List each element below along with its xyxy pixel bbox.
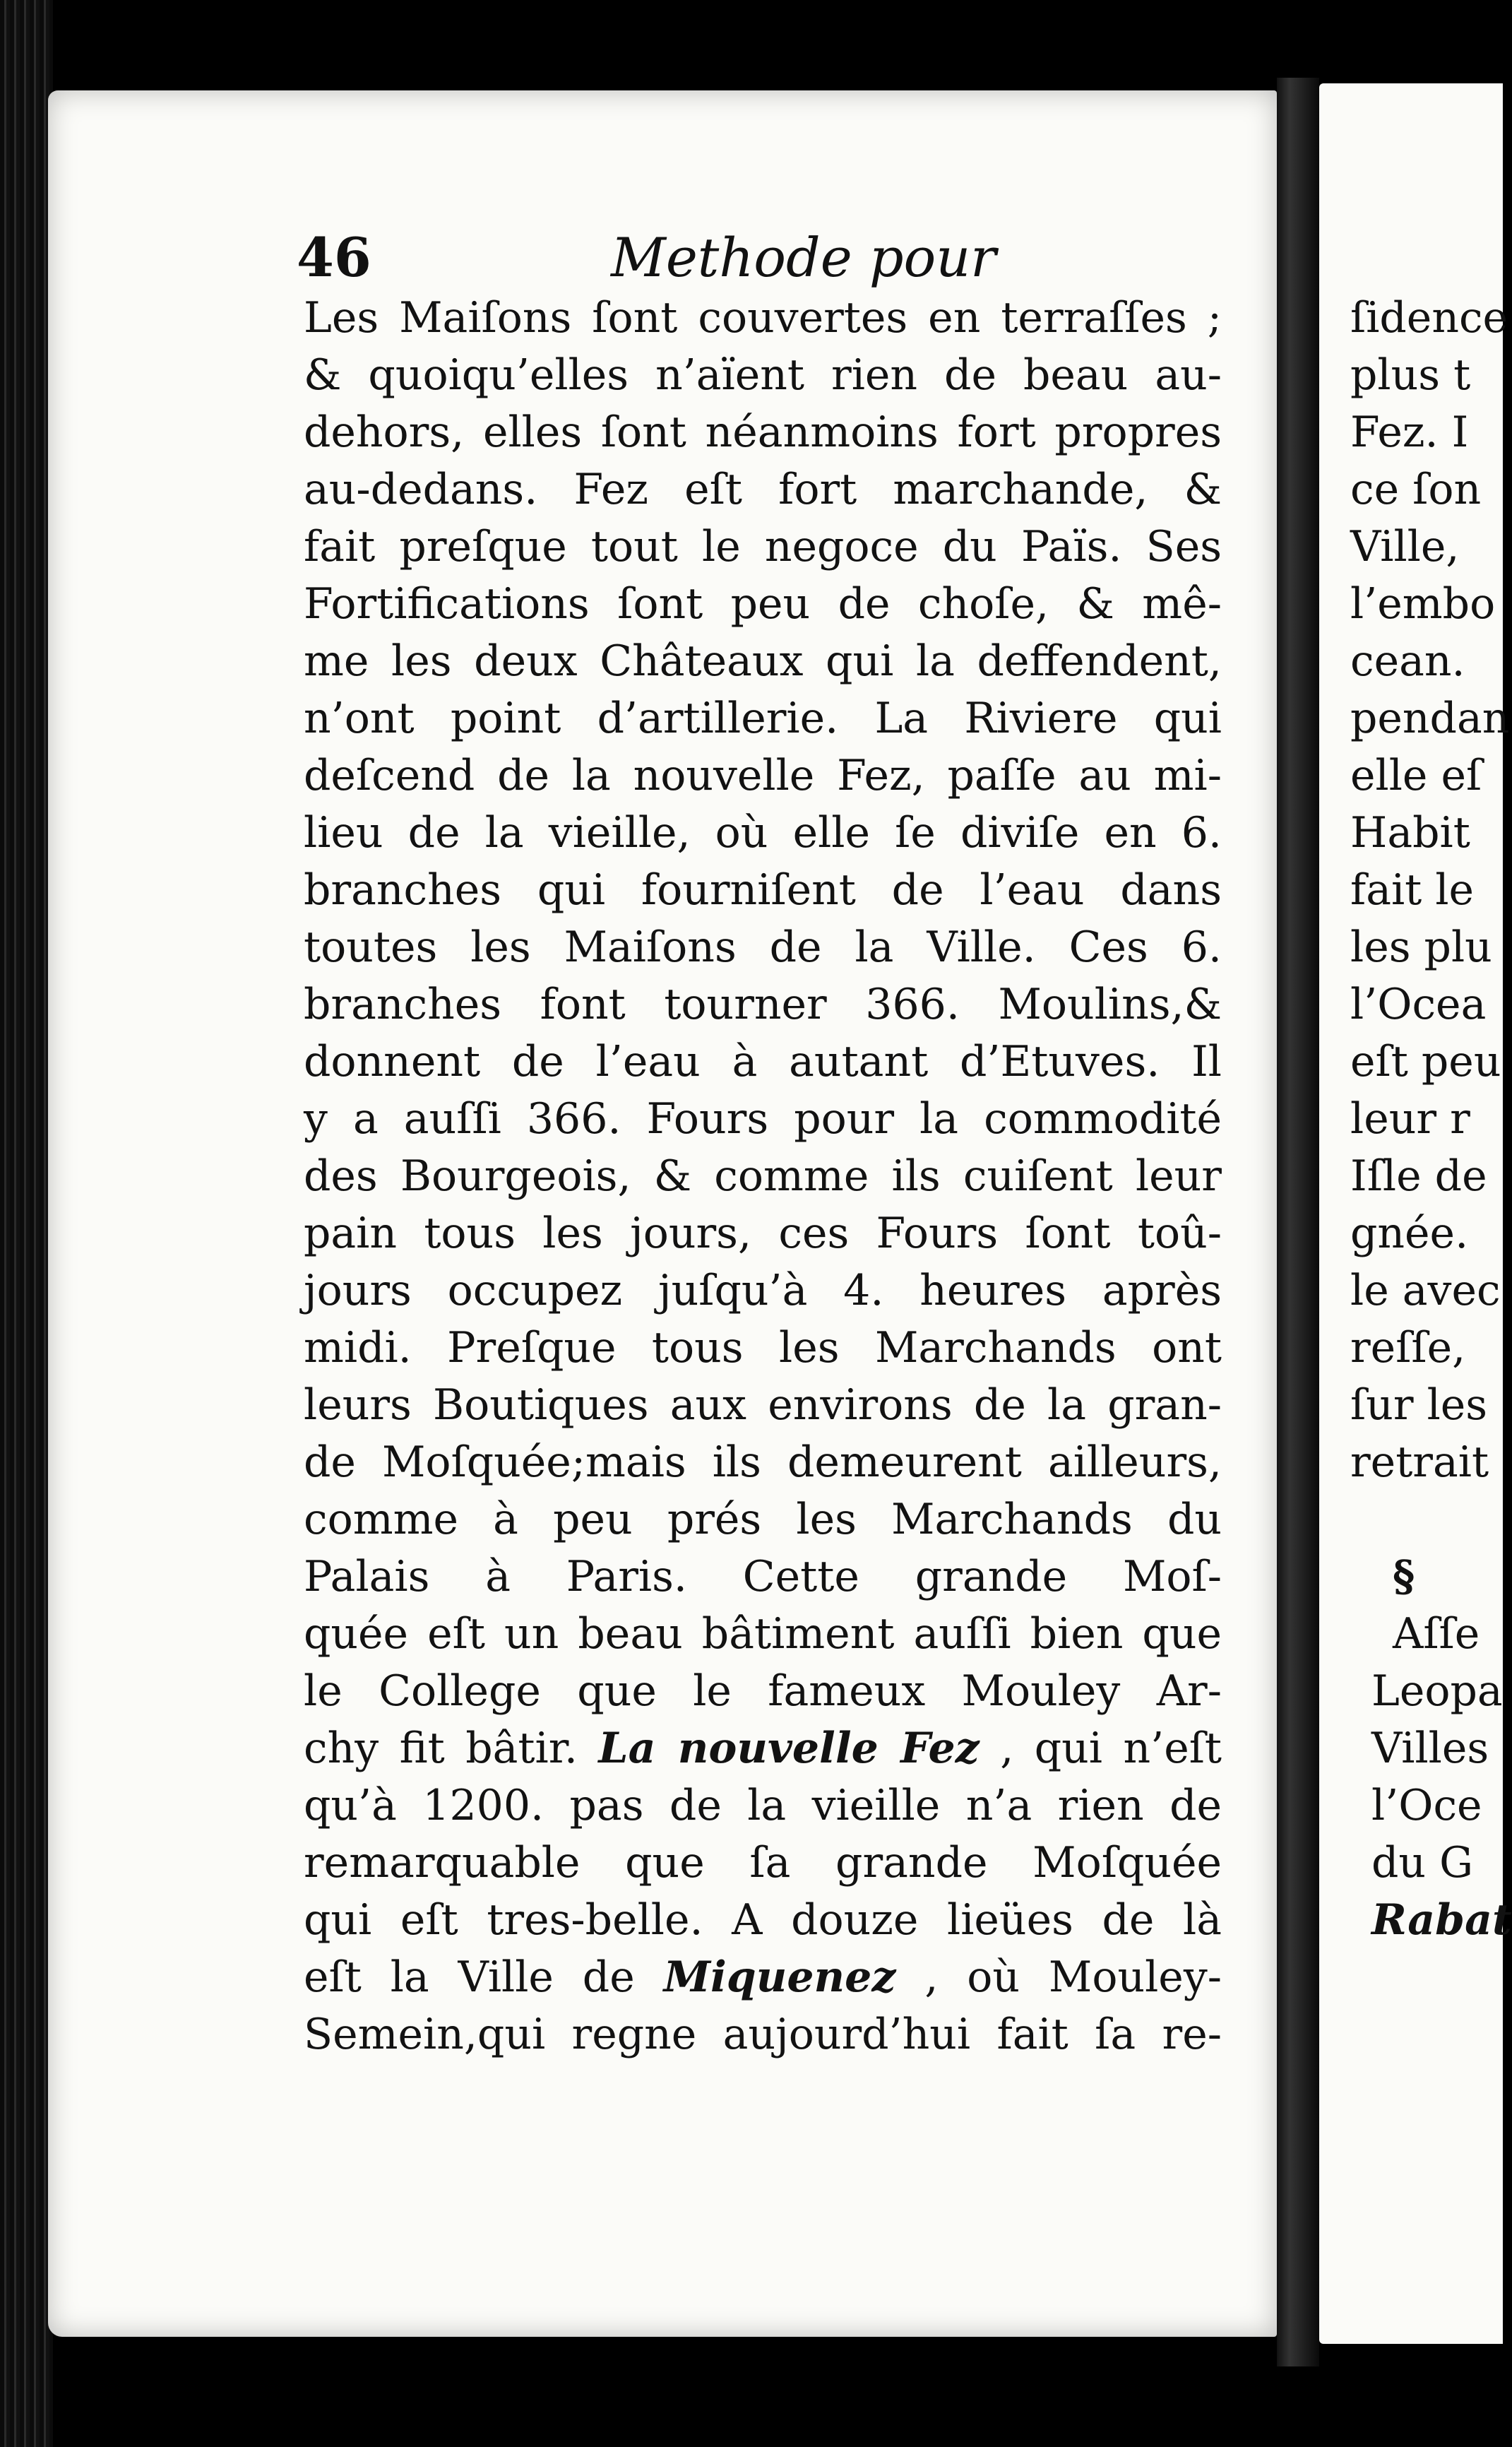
text-line: Villes (1371, 1724, 1489, 1773)
text-line: Fortifications ſont peu de choſe, & mê- (304, 579, 1222, 629)
text-line: ſur les (1350, 1380, 1488, 1430)
text-line: y a auſſi 366. Fours pour la commodité (304, 1094, 1222, 1144)
text-line: eſt peu (1350, 1037, 1501, 1086)
text-line: Rabat (1371, 1895, 1512, 1945)
text-line: pain tous les jours, ces Fours ſont toû- (304, 1209, 1222, 1258)
text-line: leur r (1350, 1094, 1470, 1144)
book-edge-left (0, 0, 53, 2447)
text-line (1350, 1491, 1490, 1548)
text-run: , où Mouley- (924, 1953, 1222, 2002)
text-line: midi. Preſque tous les Marchands ont (304, 1323, 1222, 1373)
section-mark: § (1393, 1552, 1415, 1601)
text-line: qui eſt tres-belle. A douze lieües de là (304, 1895, 1222, 1945)
page-number: 46 (297, 226, 371, 289)
text-line: me les deux Châteaux qui la deffendent, (304, 636, 1222, 686)
text-line: Iſle de (1350, 1151, 1487, 1201)
text-line: l’embo (1350, 579, 1496, 629)
text-line: fait le (1350, 865, 1475, 915)
text-line: deſcend de la nouvelle Fez, paſſe au mi- (304, 751, 1222, 800)
text-line: Fez. I (1350, 408, 1469, 457)
text-line: Leopa (1371, 1666, 1503, 1716)
text-line: elle eſ (1350, 751, 1482, 800)
text-line: plus t (1350, 350, 1471, 400)
text-line: n’ont point d’artillerie. La Riviere qui (304, 694, 1222, 743)
text-line: & quoiqu’elles n’aïent rien de beau au- (304, 350, 1222, 400)
text-line: remarquable que ſa grande Moſquée (304, 1838, 1222, 1888)
text-line: l’Ocea (1350, 980, 1487, 1029)
text-line: pendan (1350, 694, 1510, 743)
text-line: Habit (1350, 808, 1470, 858)
text-line: donnent de l’eau à autant d’Etuves. Il (304, 1037, 1222, 1086)
text-run: eſt la Ville de (304, 1953, 635, 2002)
text-line: branches qui fourniſent de l’eau dans (304, 865, 1222, 915)
text-line: au-dedans. Fez eſt fort marchande, & (304, 465, 1222, 514)
text-line: cean. (1350, 636, 1465, 686)
text-line: branches font tourner 366. Moulins,& (304, 980, 1222, 1029)
text-line: le College que le fameux Mouley Ar- (304, 1666, 1222, 1716)
left-page-body (304, 290, 1222, 2063)
text-line: Les Maiſons ſont couvertes en terraſſes ; (304, 293, 1222, 343)
text-line: leurs Boutiques aux environs de la gran- (304, 1380, 1222, 1430)
place-name-italic: La nouvelle Fez (598, 1724, 980, 1773)
text-line (304, 1949, 1222, 2006)
running-title: Methode pour (611, 226, 996, 289)
text-line: fait preſque tout le negoce du Païs. Ses (304, 522, 1222, 571)
text-run: chy fit bâtir. (304, 1724, 578, 1773)
text-line: l’Oce (1371, 1781, 1482, 1830)
text-line: ce ſon (1350, 465, 1482, 514)
book-gutter (1277, 78, 1319, 2366)
text-run: , qui n’eſt (1000, 1724, 1222, 1773)
text-line: gnée. (1350, 1209, 1469, 1258)
text-line: qu’à 1200. pas de la vieille n’a rien de (304, 1781, 1222, 1830)
text-line: Palais à Paris. Cette grande Moſ- (304, 1552, 1222, 1601)
text-line: reſſe, (1350, 1323, 1466, 1373)
text-line: le avec (1350, 1266, 1501, 1315)
text-line: Semein,qui regne aujourd’hui fait ſa re- (304, 2010, 1222, 2059)
right-page-body (1350, 290, 1512, 1949)
text-line: des Bourgeois, & comme ils cuiſent leur (304, 1151, 1222, 1201)
text-line: de Moſquée;mais ils demeurent ailleurs, (304, 1438, 1222, 1487)
text-line: comme à peu prés les Marchands du (304, 1495, 1222, 1544)
text-line: quée eſt un beau bâtiment auſſi bien que (304, 1609, 1222, 1659)
text-line: les plu (1350, 923, 1492, 972)
text-line: Ville, (1350, 522, 1460, 571)
text-line: jours occupez juſqu’à 4. heures après (304, 1266, 1222, 1315)
place-name-italic: Miquenez (663, 1953, 896, 2002)
text-line: ſidence (1350, 293, 1508, 343)
text-line: dehors, elles ſont néanmoins fort propres (304, 408, 1222, 457)
text-line: Aſſe (1393, 1609, 1480, 1659)
text-line: toutes les Maiſons de la Ville. Ces 6. (304, 923, 1222, 972)
text-line: lieu de la vieille, où elle ſe diviſe en 6. (304, 808, 1222, 858)
text-line: retrait (1350, 1438, 1489, 1487)
text-line (304, 1720, 1222, 1777)
text-line: du G (1371, 1838, 1474, 1888)
